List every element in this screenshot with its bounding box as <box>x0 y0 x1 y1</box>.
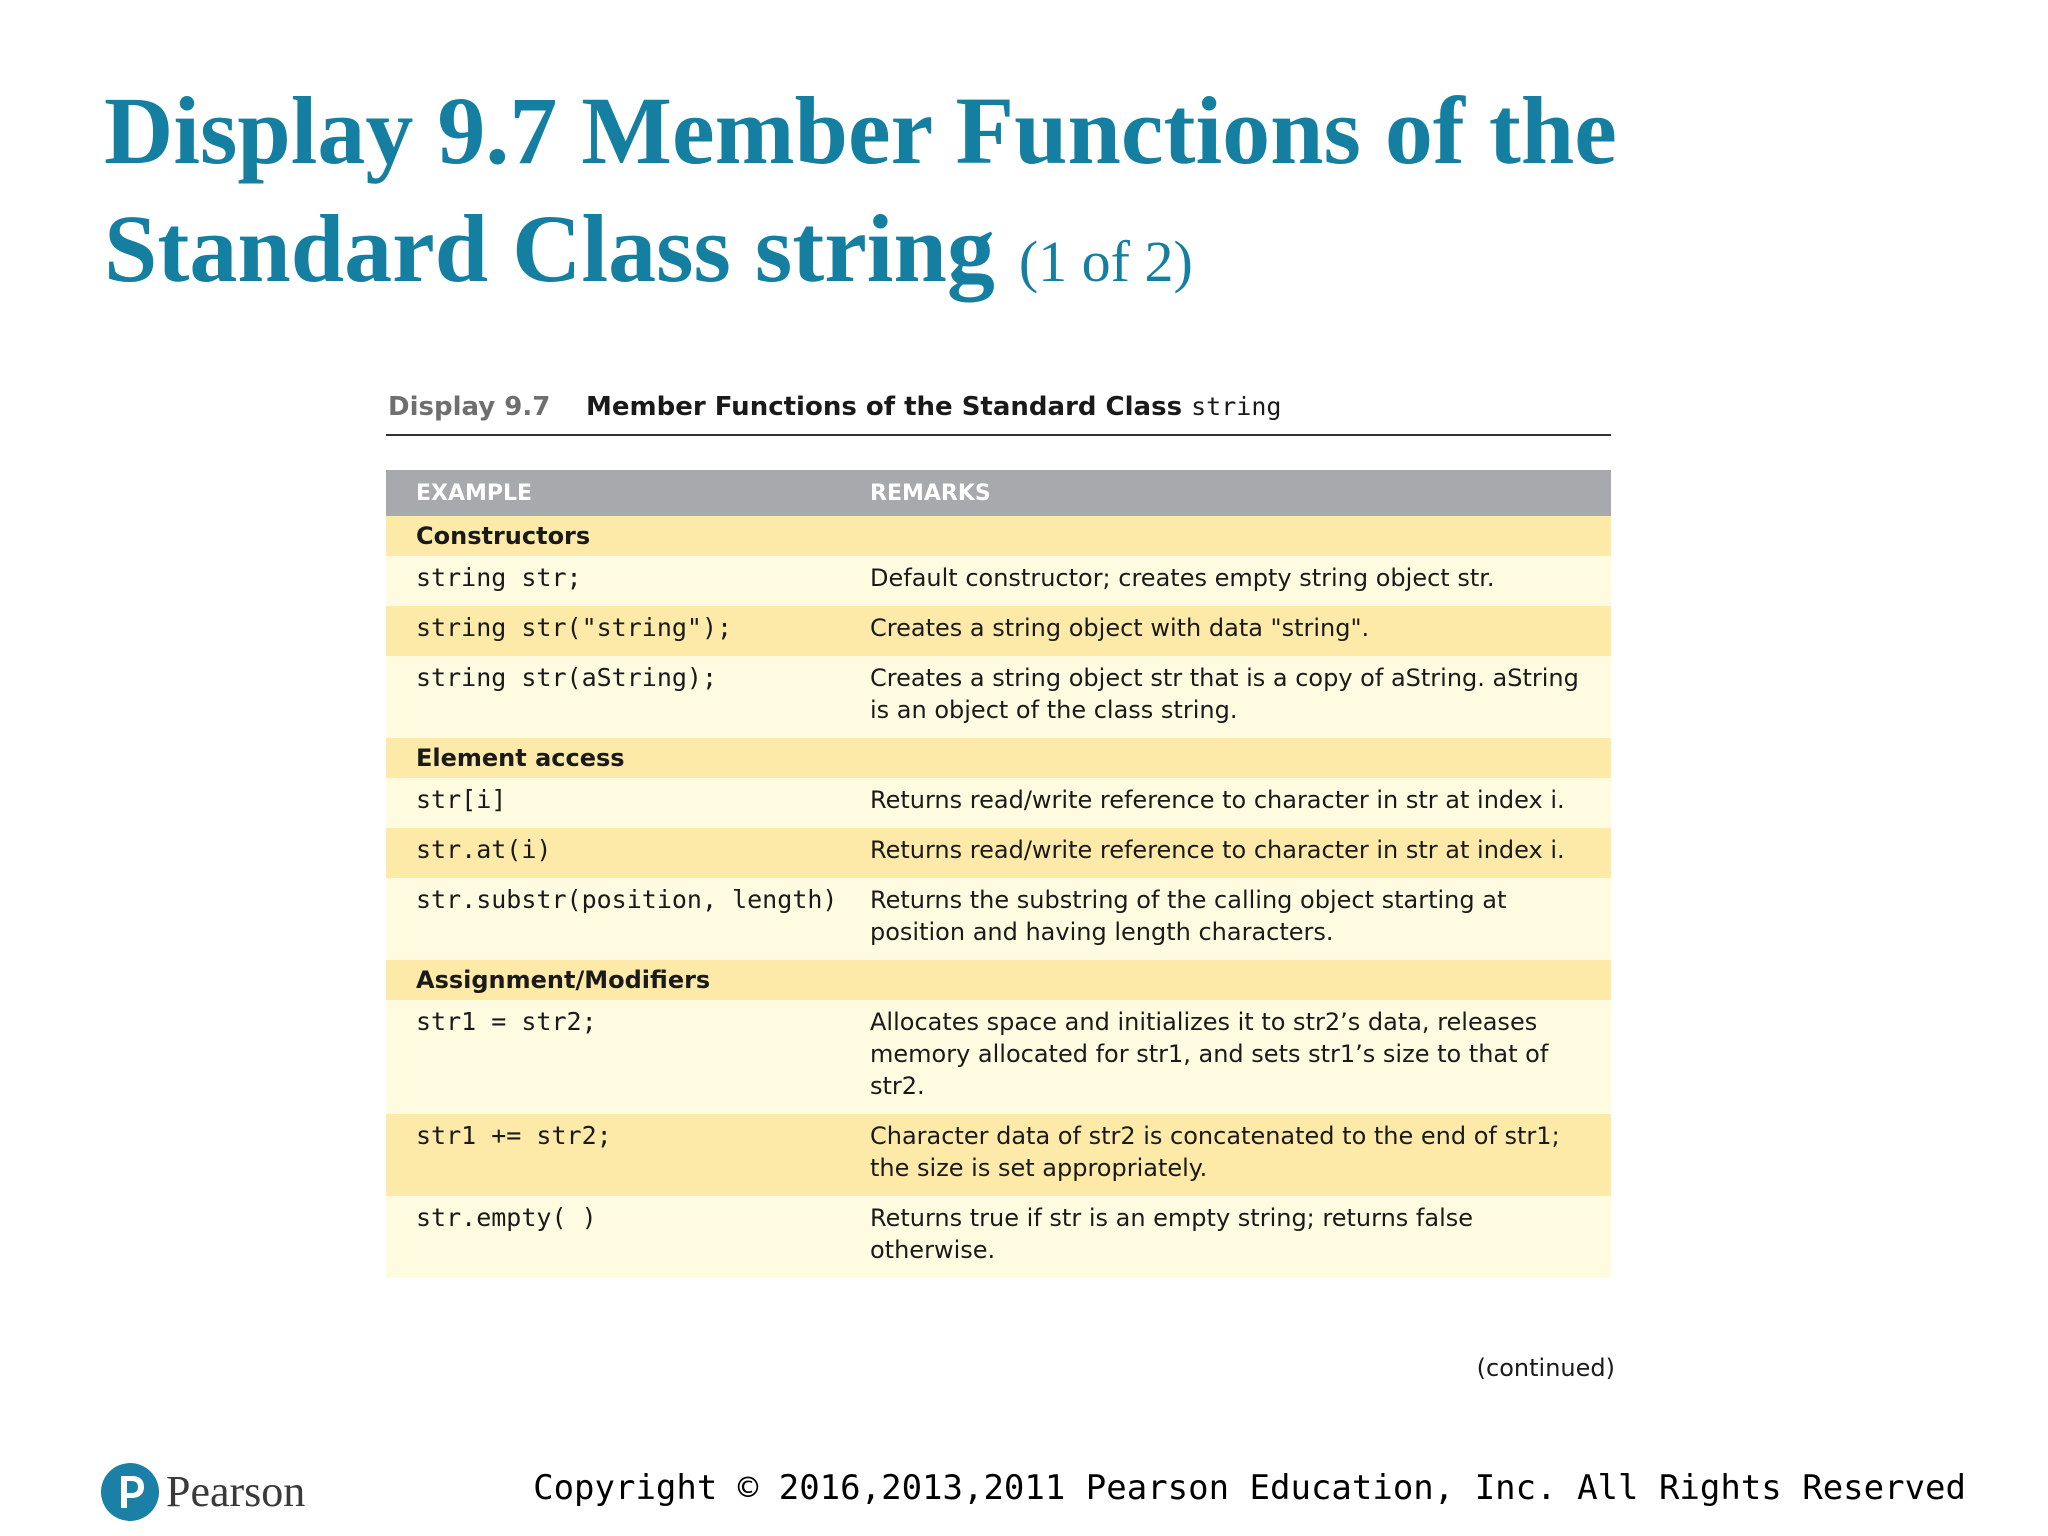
member-functions-table <box>386 470 1611 1278</box>
section-row-constructors <box>386 516 1611 556</box>
example-cell: str1 += str2; <box>386 1114 868 1196</box>
display-label: Display 9.7 <box>388 392 551 422</box>
display-caption-text: Member Functions of the Standard Class <box>586 392 1192 422</box>
example-cell: string str("string"); <box>386 606 868 656</box>
remark-cell: Character data of str2 is concatenated to the end of str1; the size is set appropriately. <box>868 1114 1611 1196</box>
table-row <box>386 778 1611 828</box>
slide-title-main: Standard Class string <box>104 195 995 302</box>
section-title: Element access <box>386 738 1611 778</box>
remark-cell: Creates a string object str that is a copy of aString. aString is an object of the class string. <box>868 656 1611 738</box>
slide-title-line-2 <box>104 190 1904 321</box>
copyright-notice: Copyright © 2016,2013,2011 Pearson Education, Inc. All Rights Reserved <box>533 1468 1966 1508</box>
table-row <box>386 1196 1611 1278</box>
remark-cell: Returns read/write reference to character in str at index i. <box>868 778 1611 828</box>
page-indicator: (1 of 2) <box>1018 229 1193 294</box>
remark-cell: Returns the substring of the calling object starting at position and having length characters. <box>868 878 1611 960</box>
header-example: EXAMPLE <box>386 470 868 516</box>
display-caption-code: string <box>1191 392 1282 421</box>
section-title: Constructors <box>386 516 1611 556</box>
section-row-assignment-modifiers <box>386 960 1611 1000</box>
display-caption-title <box>586 392 1281 422</box>
example-cell: string str; <box>386 556 868 606</box>
example-cell: string str(aString); <box>386 656 868 738</box>
slide-title-line-1: Display 9.7 Member Functions of the <box>104 77 1617 184</box>
table-row <box>386 828 1611 878</box>
header-remarks: REMARKS <box>868 470 1611 516</box>
section-title: Assignment/Modifiers <box>386 960 1611 1000</box>
example-cell: str.at(i) <box>386 828 868 878</box>
table-row <box>386 1114 1611 1196</box>
pearson-wordmark: Pearson <box>166 1467 306 1516</box>
table-row <box>386 878 1611 960</box>
section-row-element-access <box>386 738 1611 778</box>
pearson-logo <box>100 1460 320 1524</box>
slide-title <box>104 72 1904 321</box>
table-row <box>386 656 1611 738</box>
table-row <box>386 556 1611 606</box>
table-header-row <box>386 470 1611 516</box>
table-row <box>386 1000 1611 1114</box>
display-caption <box>386 388 1611 436</box>
continued-note: (continued) <box>1476 1354 1615 1382</box>
example-cell: str[i] <box>386 778 868 828</box>
example-cell: str.empty( ) <box>386 1196 868 1278</box>
remark-cell: Returns true if str is an empty string; returns false otherwise. <box>868 1196 1611 1278</box>
remark-cell: Creates a string object with data "string". <box>868 606 1611 656</box>
remark-cell: Default constructor; creates empty string object str. <box>868 556 1611 606</box>
example-cell: str1 = str2; <box>386 1000 868 1114</box>
remark-cell: Allocates space and initializes it to str2’s data, releases memory allocated for str1, and sets str1’s size to that of str2. <box>868 1000 1611 1114</box>
table-row <box>386 606 1611 656</box>
pearson-p-icon <box>100 1460 160 1524</box>
remark-cell: Returns read/write reference to character in str at index i. <box>868 828 1611 878</box>
example-cell: str.substr(position, length) <box>386 878 868 960</box>
